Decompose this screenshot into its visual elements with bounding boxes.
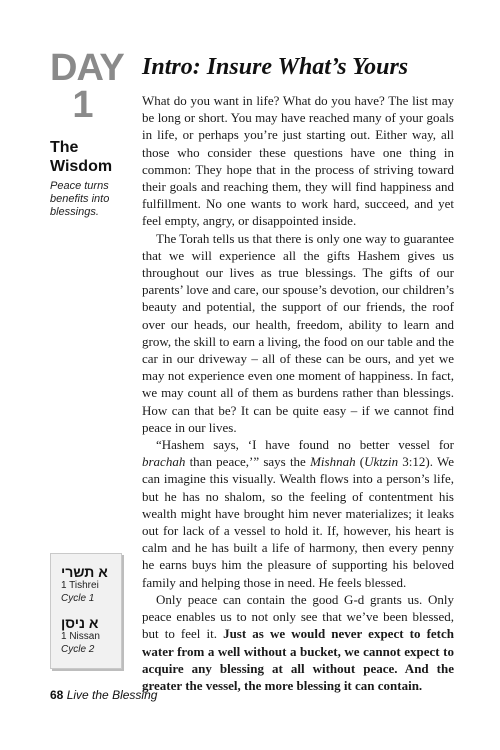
paragraph-3-text: than peace,’” says the — [185, 454, 311, 470]
paragraph-1: What do you want in life? What do you have? The list may be long or short. You may have reached many of your goals in life, or perhaps you’re just starting out. Either way, all those who consider these questions have one thing in common: They hope that in the process of striving toward their goals and reaching them, they will find happiness and fulfillment. No one wants to work hard, succeed, and yet feel empty, angry, or disappointed inside. — [142, 93, 454, 229]
date-cycle-2 — [61, 615, 121, 656]
english-date: 1 Tishrei — [61, 580, 99, 591]
hebrew-date: א תשרי — [61, 564, 108, 580]
paragraph-3-text: 3:12). We can imagine this visually. Wealth flows into a person’s life, but he has no shalom, so the feeling of contentment his wealth might have brought him never materializes; it leaks out for lack of a vessel to hold it. If, however, his heart is calm and he has built a life of harmony, then every penny he earns buys him the pleasure of supporting his beloved family and helping those in need. He feels blessed. — [142, 454, 454, 590]
cycle-label: Cycle 1 — [61, 593, 95, 604]
day-sidebar — [50, 47, 130, 219]
cycle-label: Cycle 2 — [61, 644, 95, 655]
term-mishnah: Mishnah — [310, 454, 356, 470]
page-number: 68 — [50, 688, 64, 702]
article-body — [142, 92, 454, 694]
paragraph-3 — [142, 436, 454, 591]
date-cycle-1 — [61, 564, 121, 605]
paragraph-4-bold-text: Just as we would never expect to fetch water from a well without a bucket, we cannot expect to acquire any blessing at all without peace. And the greater the vessel, the more blessing it can contain. — [142, 626, 454, 693]
paragraph-3-text: ( — [355, 454, 365, 470]
section-title-line-2: Wisdom — [50, 158, 113, 175]
section-title-line-1: The — [50, 139, 79, 156]
section-subtitle: Peace turns benefits into blessings. — [50, 180, 110, 218]
day-label: DAY — [50, 47, 124, 89]
english-date: 1 Nissan — [61, 631, 100, 642]
book-title: Live the Blessing — [66, 688, 158, 702]
term-uktzin: Uktzin — [364, 454, 399, 470]
paragraph-3-text: “Hashem says, ‘I have found no better vessel for — [156, 437, 454, 453]
hebrew-date-box — [50, 553, 122, 669]
day-number: 1 — [72, 84, 94, 126]
paragraph-4-text: Only peace can contain the good G-d grants us. Only peace enables us to not only see that we’ve been blessed, but to feel it. — [142, 591, 454, 642]
paragraph-2: The Torah tells us that there is only one way to guarantee that we will experience all the gifts Hashem gives us throughout our lives as true blessings. The gifts of our parents’ love and care, our spouse’s devotion, our children’s beauty and potential, the support of our friends, the roof over our heads, our health, freedom, ability to learn and grow, the skill to earn a living, the food on our table and the car in our driveway – all of these can be ours, and yet we may not experience even one moment of happiness. In fact, we may count all of them as burdens rather than blessings. How can that be? It can be quite easy – if we cannot find peace in our lives. — [142, 230, 454, 435]
paragraph-4 — [142, 591, 454, 694]
article-title: Intro: Insure What’s Yours — [142, 54, 409, 80]
hebrew-date: א ניסן — [61, 615, 99, 631]
term-brachah: brachah — [142, 454, 186, 470]
section-title — [50, 138, 130, 176]
page-footer — [50, 688, 157, 702]
